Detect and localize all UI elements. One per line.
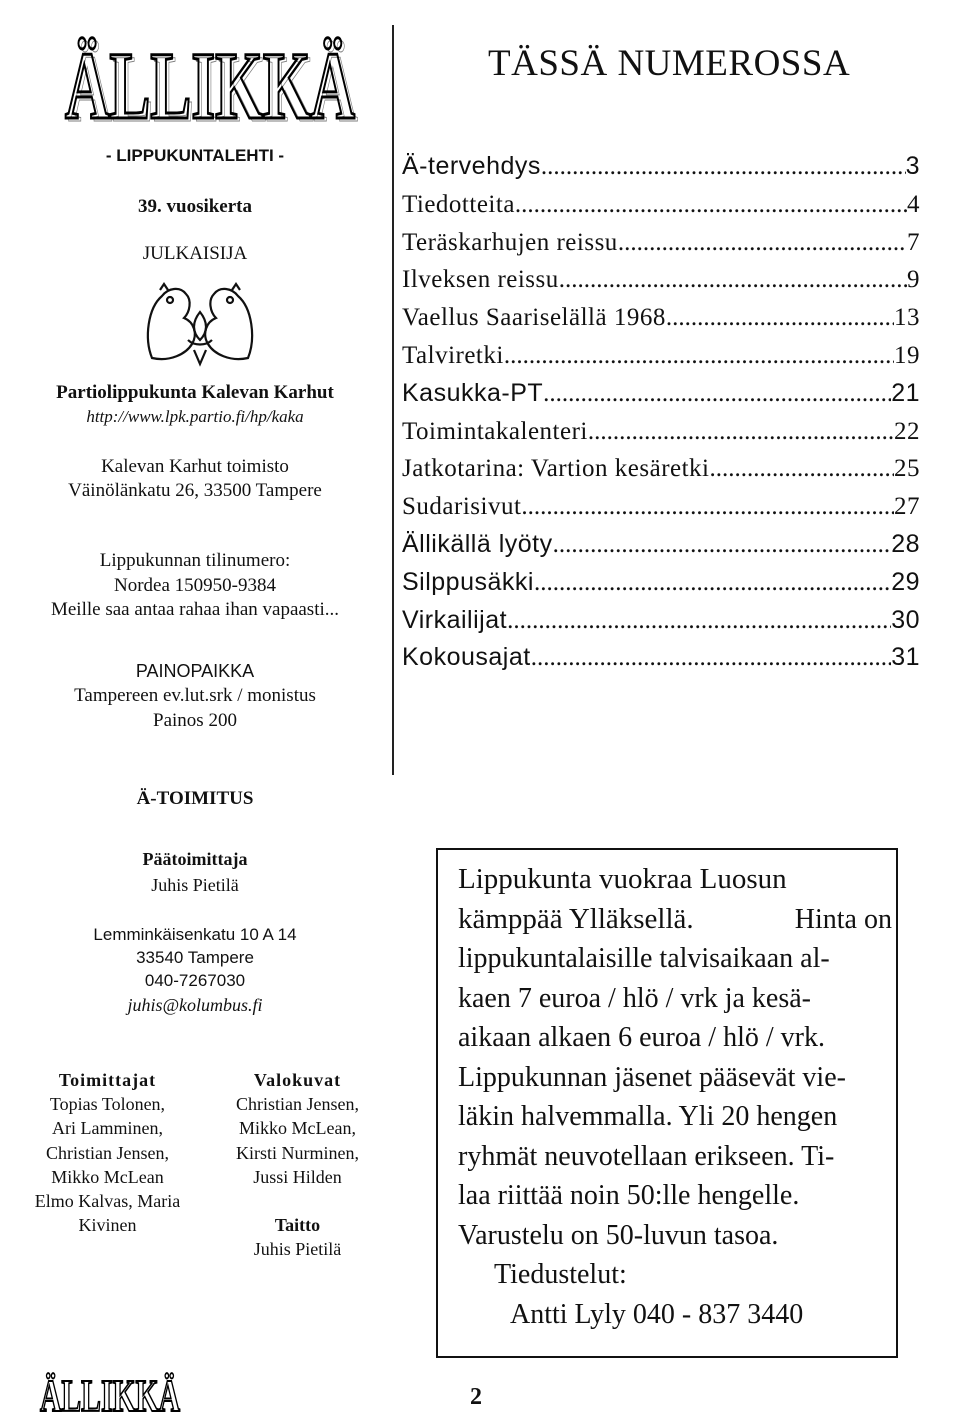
editor-name: Mikko McLean (51, 1166, 164, 1187)
editor-name: Topias Tolonen, (49, 1094, 166, 1115)
print-heading: PAINOPAIKKA (135, 661, 255, 681)
toc-title: TÄSSÄ NUMEROSSA (488, 43, 851, 84)
page-number: 2 (470, 1384, 482, 1410)
ad-line: Lippukunnan jäsenet pääsevät vie- (458, 1061, 846, 1093)
toc-entry-page: 29 (891, 567, 920, 596)
toc-entry-title: Tiedotteita (402, 190, 515, 218)
toc-entry-page: 19 (894, 341, 920, 369)
allikka-logo-small (38, 1363, 183, 1418)
layout-name: Juhis Pietilä (253, 1239, 342, 1260)
tagline: - LIPPUKUNTALEHTI - (105, 146, 285, 165)
photographer-name: Mikko McLean, (239, 1118, 356, 1139)
toc-entry-title: Kokousajat (402, 643, 531, 672)
toc-leader-dots (534, 564, 891, 602)
toc-entry-page: 21 (891, 378, 920, 407)
toc-entry-title: Vaellus Saariselällä 1968 (402, 304, 666, 332)
toc-entry-page: 7 (907, 228, 920, 256)
toc-entry[interactable] (402, 261, 920, 299)
toc-leader-dots (521, 488, 894, 526)
toc-entry-page: 4 (907, 190, 920, 218)
toc-entry-page: 27 (894, 493, 920, 521)
cabin-rental-ad-text (458, 860, 892, 1334)
toc-entry-title: Ilveksen reissu (402, 266, 559, 294)
ad-line: Tiedustelut: (494, 1259, 627, 1290)
ad-line: läkin halvemmalla. Yli 20 hengen (458, 1101, 838, 1132)
chief-editor-city: 33540 Tampere (136, 948, 254, 967)
toc-entry[interactable] (402, 186, 920, 224)
toc-entry-page: 28 (891, 529, 920, 558)
toc-entry[interactable] (402, 148, 920, 186)
toc-leader-dots (515, 186, 907, 224)
toc-entry-title: Ällikällä lyöty (402, 529, 553, 558)
toc-entry-title: Silppusäkki (402, 567, 534, 596)
ad-line: Hinta on (794, 903, 892, 935)
toc-entry-page: 30 (891, 605, 920, 634)
toc-entry-title: Virkailijat (402, 605, 508, 634)
toc-leader-dots (543, 375, 891, 413)
toc-entry[interactable] (402, 639, 920, 677)
toc-entry[interactable] (402, 299, 920, 337)
editor-name: Christian Jensen, (46, 1142, 169, 1163)
ad-line: aikaan alkaen 6 euroa / hlö / vrk. (458, 1022, 825, 1053)
account-number: Nordea 150950-9384 (114, 575, 276, 596)
toc-entry-page: 3 (905, 152, 920, 180)
table-of-contents (402, 148, 920, 677)
account-label: Lippukunnan tilinumero: (99, 550, 291, 571)
toc-leader-dots (507, 602, 891, 640)
bears-emblem-icon (140, 278, 260, 370)
svg-text:ÄLLIKKÄ: ÄLLIKKÄ (68, 35, 358, 136)
toc-entry[interactable] (402, 526, 920, 564)
ad-line: kämppää Ylläksellä. (458, 902, 694, 935)
toc-leader-dots (553, 526, 892, 564)
print-run: Painos 200 (153, 710, 237, 731)
toc-entry-title: Sudarisivut (402, 493, 522, 521)
volume: 39. vuosikerta (138, 196, 252, 217)
toc-entry[interactable] (402, 564, 920, 602)
toc-entry-title: Kasukka-PT (402, 378, 544, 407)
toc-leader-dots (531, 639, 891, 677)
ad-line: Varustelu on 50-luvun tasoa. (458, 1219, 779, 1251)
editors-block (10, 1068, 205, 1237)
toc-entry-title: Jatkotarina: Vartion kesäretki (402, 455, 710, 483)
toc-entry[interactable] (402, 488, 920, 526)
photographers-label: Valokuvat (253, 1070, 342, 1090)
ad-line: ryhmät neuvotellaan erikseen. Ti- (458, 1140, 835, 1172)
chief-editor-phone: 040-7267030 (144, 971, 246, 990)
toc-entry-page: 25 (894, 455, 920, 483)
toc-leader-dots (588, 413, 894, 451)
toc-entry[interactable] (402, 375, 920, 413)
toc-leader-dots (618, 224, 907, 262)
office-title: Kalevan Karhut toimisto (101, 456, 289, 477)
editor-name: Ari Lamminen, (52, 1118, 163, 1139)
ad-line: laa riittää noin 50:lle hengelle. (458, 1180, 800, 1211)
editor-name: Elmo Kalvas, Maria (34, 1191, 181, 1212)
toc-entry[interactable] (402, 337, 920, 375)
chief-editor-label: Päätoimittaja (142, 849, 248, 869)
toc-leader-dots (559, 261, 907, 299)
toc-entry-title: Ä-tervehdys (402, 152, 541, 180)
svg-text:ÄLLIKKÄ: ÄLLIKKÄ (65, 32, 355, 136)
publisher-heading: JULKAISIJA (142, 243, 248, 264)
editor-name: Kivinen (78, 1215, 137, 1236)
toc-leader-dots (710, 450, 894, 488)
layout-label: Taitto (274, 1215, 321, 1236)
chief-editor-email[interactable]: juhis@kolumbus.fi (127, 995, 263, 1015)
print-place: Tampereen ev.lut.srk / monistus (74, 685, 316, 706)
column-divider (392, 25, 394, 775)
photographer-name: Kirsti Nurminen, (236, 1142, 359, 1163)
toc-leader-dots (666, 299, 894, 337)
toc-entry[interactable] (402, 224, 920, 262)
ad-line: Lippukunta vuokraa Luosun (458, 863, 787, 895)
chief-editor-street: Lemminkäisenkatu 10 A 14 (93, 925, 297, 944)
ad-contact: Antti Lyly 040 - 837 3440 (510, 1298, 804, 1330)
toc-leader-dots (504, 337, 894, 375)
photographer-name: Christian Jensen, (236, 1094, 359, 1115)
toc-entry-title: Toimintakalenteri (402, 417, 588, 445)
toc-entry-page: 9 (907, 266, 920, 294)
org-url[interactable]: http://www.lpk.partio.fi/hp/kaka (86, 407, 304, 426)
editors-label: Toimittajat (58, 1070, 157, 1090)
account-note: Meille saa antaa rahaa ihan vapaasti... (50, 599, 340, 620)
svg-text:ÄLLIKKÄ: ÄLLIKKÄ (40, 1370, 180, 1418)
toc-entry-title: Teräskarhujen reissu (402, 228, 618, 256)
ad-line: lippukuntalaisille talvisaikaan al- (458, 943, 830, 974)
photographer-name: Jussi Hilden (253, 1166, 342, 1187)
toc-entry[interactable] (402, 450, 920, 488)
office-address: Väinölänkatu 26, 33500 Tampere (68, 480, 322, 501)
toc-entry-page: 13 (894, 304, 920, 332)
toc-entry-title: Talviretki (402, 341, 504, 369)
chief-editor-name: Juhis Pietilä (151, 875, 239, 895)
toc-entry[interactable] (402, 413, 920, 451)
photographers-block (200, 1068, 395, 1261)
toc-leader-dots (541, 148, 906, 186)
org-name: Partiolippukunta Kalevan Karhut (56, 382, 334, 403)
editorial-heading: Ä-TOIMITUS (136, 788, 254, 809)
ad-line: kaen 7 euroa / hlö / vrk ja kesä- (458, 982, 811, 1014)
allikka-logo (58, 18, 363, 136)
toc-entry[interactable] (402, 602, 920, 640)
toc-entry-page: 22 (894, 417, 920, 445)
toc-entry-page: 31 (891, 643, 920, 672)
